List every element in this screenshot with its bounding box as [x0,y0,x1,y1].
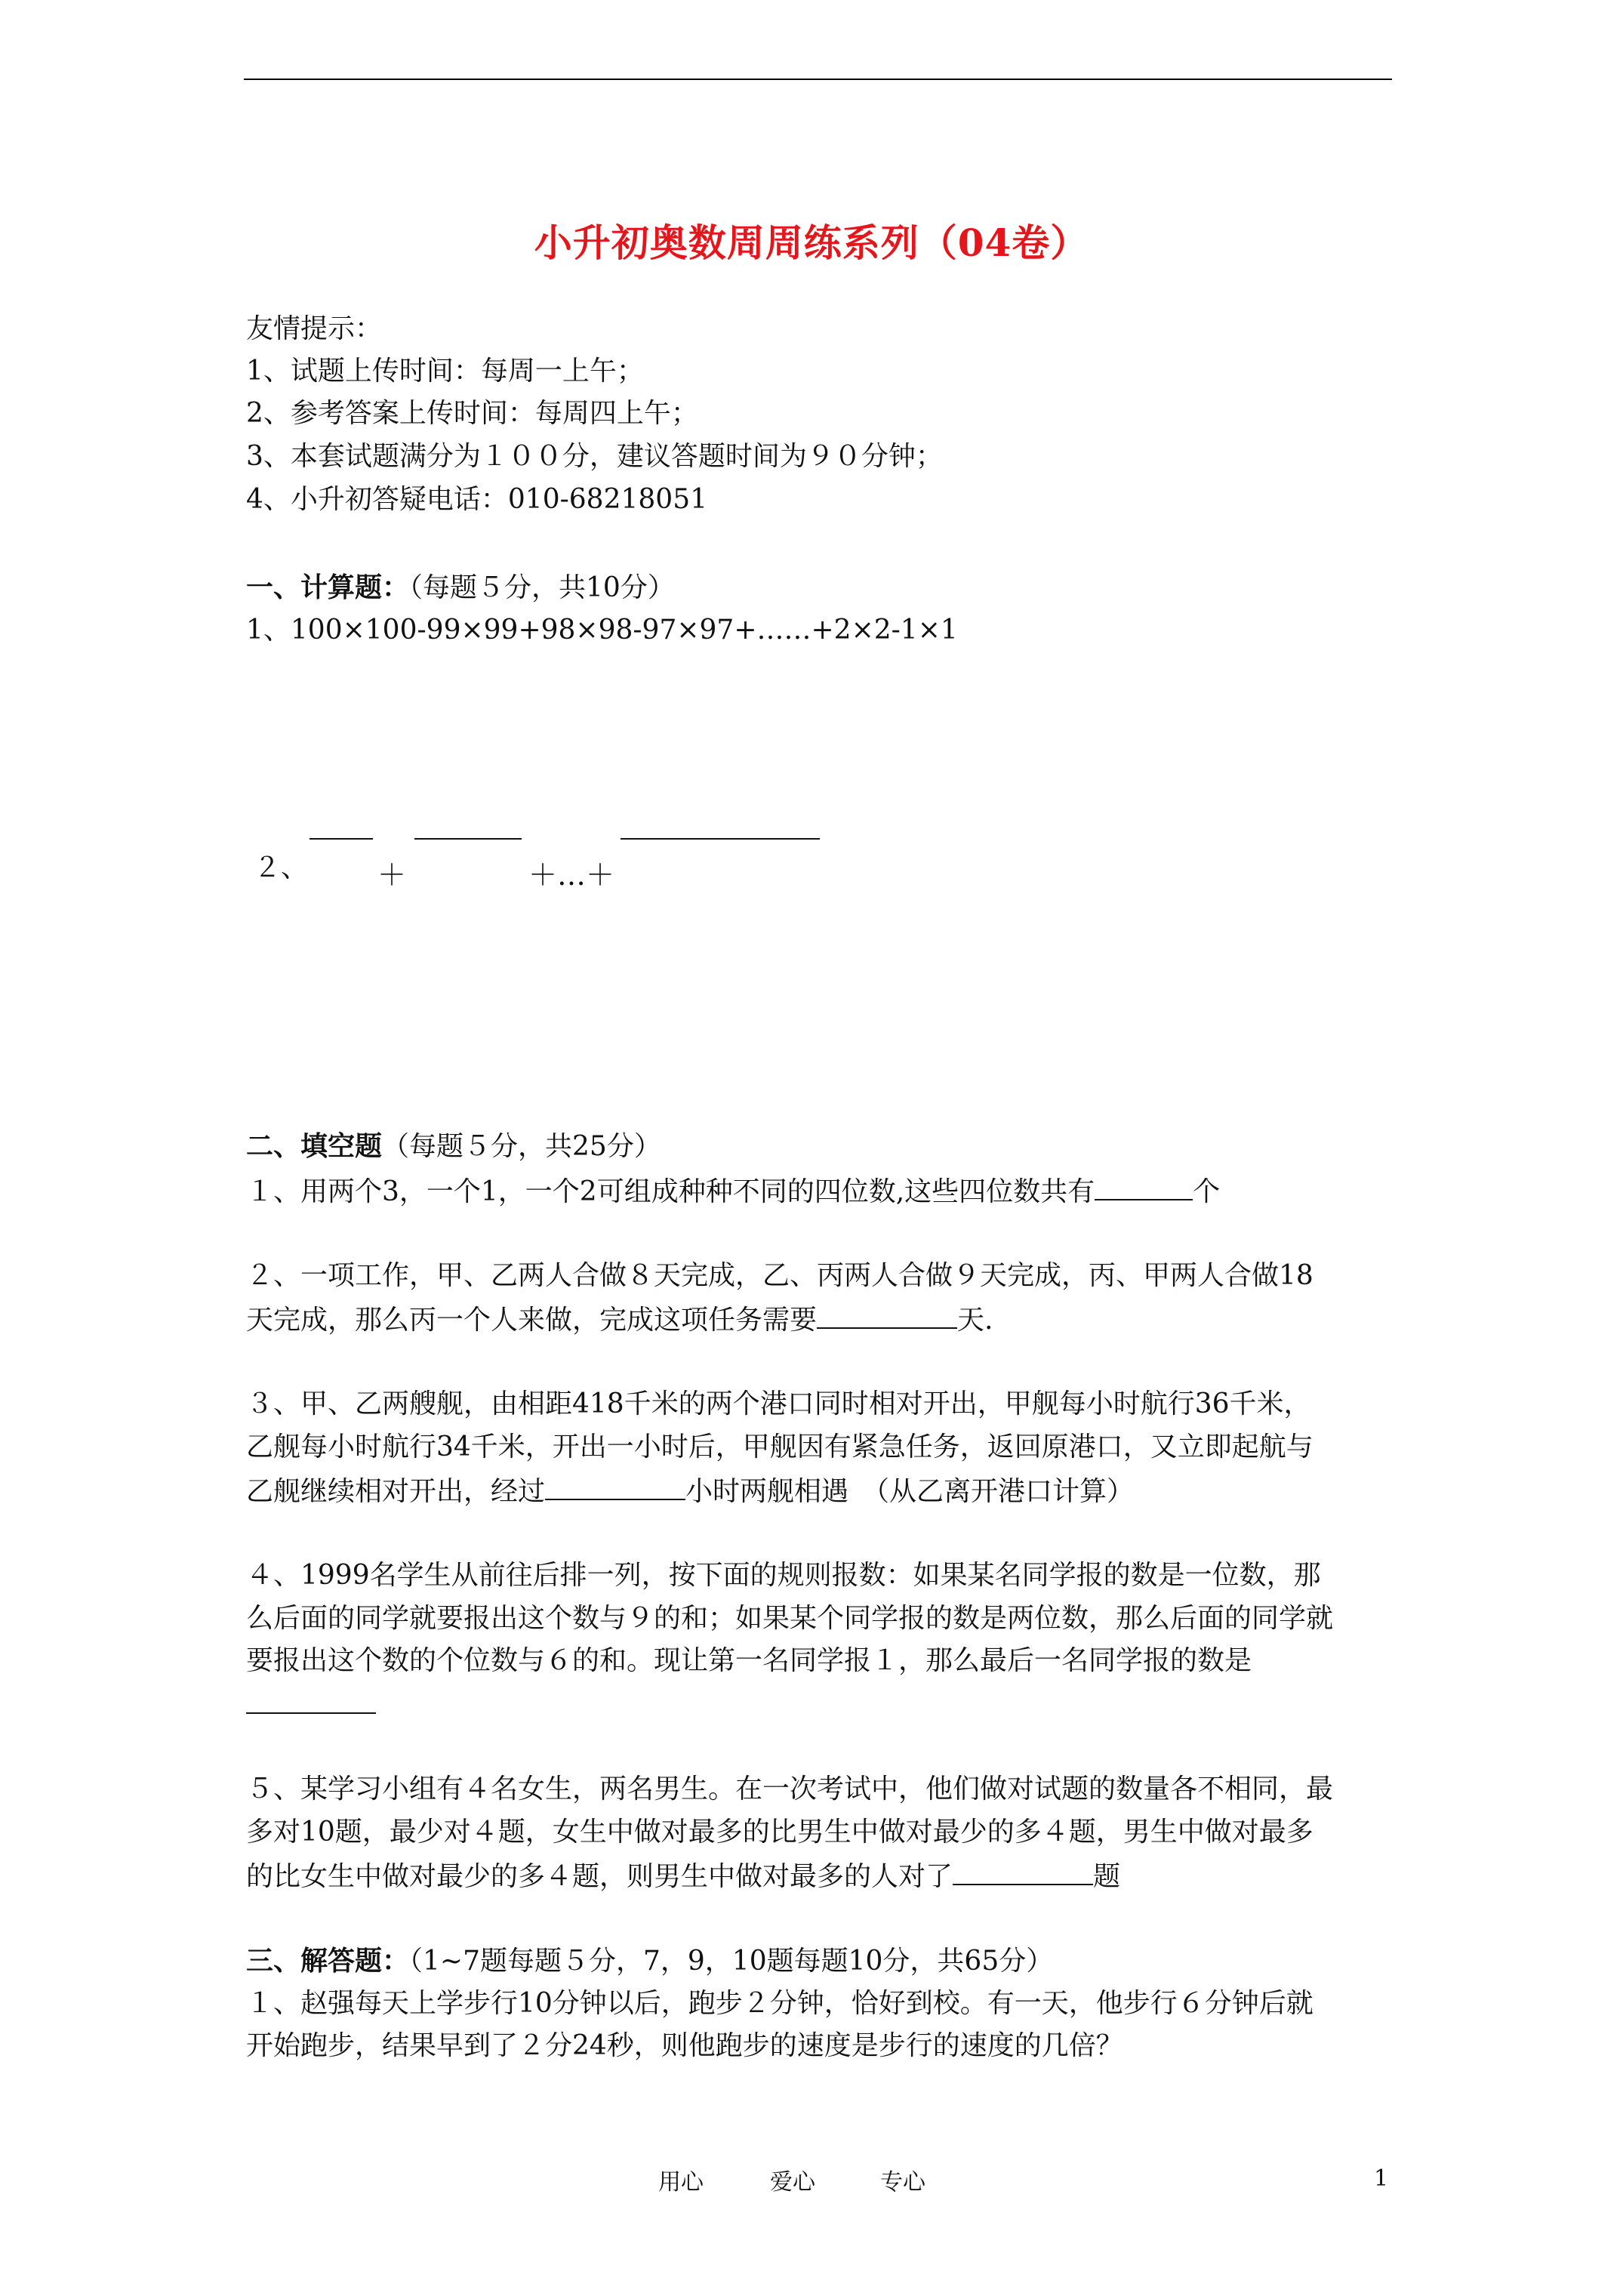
footer-item: 爱心 [770,2169,815,2196]
footer-item: 专心 [880,2169,925,2196]
document-title: 小升初奥数周周练系列（04卷） [534,220,1089,265]
answer-blank [817,1303,957,1329]
tip-item: 2、参考答案上传时间：每周四上午； [246,398,698,429]
footer-item: 用心 [658,2169,704,2196]
section1-heading [246,572,675,603]
question-2-5-line1: ５、某学习小组有４名女生，两名男生。在一次考试中，他们做对试题的数量各不相同，最 [246,1774,1334,1804]
fraction-bar-2 [414,838,522,840]
answer-blank [953,1860,1093,1885]
section2-heading [246,1131,661,1162]
question-2-3-line3: 乙舰继续相对开出，经过 小时两舰相遇 （从乙离开港口计算） [246,1476,1135,1507]
section2-note: （每题５分，共25分） [382,1131,661,1162]
section3-title: 三、解答题： [246,1945,410,1977]
question-1-2-label: ２、 [254,852,309,883]
tip-item: 1、试题上传时间：每周一上午； [246,356,644,387]
question-2-3-line1: ３、甲、乙两艘舰，由相距418千米的两个港口同时相对开出，甲舰每小时航行36千米， [246,1388,1311,1419]
question-2-4-line1: ４、1999名学生从前往后排一列，按下面的规则报数：如果某名同学报的数是一位数，那 [246,1560,1321,1591]
section3-heading [246,1946,1053,1977]
question-2-4-line4 [246,1688,376,1721]
question-3-1-line2: 开始跑步，结果早到了２分24秒，则他跑步的速度是步行的速度的几倍？ [246,2030,1123,2061]
fraction-bar-1 [310,838,373,840]
answer-blank [545,1475,685,1500]
section1-note: （每题５分，共10分） [409,572,675,603]
section3-note: （1~7题每题５分，7，9，10题每题10分，共65分） [409,1946,1054,1977]
question-2-2-line2: 天完成，那么丙一个人来做，完成这项任务需要 天. [246,1305,993,1336]
header-rule [244,79,1392,80]
section1-title: 一、计算题： [246,572,410,603]
question-2-4-line3: 要报出这个数的个位数与６的和。现让第一名同学报１，那么最后一名同学报的数是 [246,1645,1252,1676]
question-2-5-line2: 多对10题，最少对４题，女生中做对最多的比男生中做对最少的多４题，男生中做对最多 [246,1817,1313,1848]
answer-blank [1095,1175,1193,1200]
fraction-bar-3 [621,838,820,840]
tips-heading: 友情提示： [246,313,383,344]
question-2-2-line1: ２、一项工作，甲、乙两人合做８天完成，乙、丙两人合做９天完成，丙、甲两人合做18 [246,1260,1313,1291]
question-2-4-line2: 么后面的同学就要报出这个数与９的和；如果某个同学报的数是两位数，那么后面的同学就 [246,1603,1334,1634]
section2-title: 二、填空题 [246,1130,383,1162]
question-2-3-line2: 乙舰每小时航行34千米，开出一小时后，甲舰因有紧急任务，返回原港口，又立即起航与 [246,1432,1313,1462]
question-3-1-line1: １、赵强每天上学步行10分钟以后，跑步２分钟，恰好到校。有一天，他步行６分钟后就 [246,1988,1313,2019]
question-2-5-line3: 的比女生中做对最少的多４题，则男生中做对最多的人对了 题 [246,1861,1121,1892]
tip-item: 4、小升初答疑电话：010-68218051 [246,484,708,515]
page-number: 1 [1374,2165,1389,2192]
question-1-1: 1、100×100-99×99+98×98-97×97+……+2×2-1×1 [246,615,958,646]
question-2-1: １、用两个3，一个1，一个2可组成种种不同的四位数,这些四位数共有 个 [246,1176,1221,1207]
answer-blank [246,1688,376,1714]
tip-item: 3、本套试题满分为１００分，建议答题时间为９０分钟； [246,441,943,472]
plus-ellipsis-plus: ＋…＋ [528,858,615,892]
plus-sign: ＋ [377,858,407,892]
